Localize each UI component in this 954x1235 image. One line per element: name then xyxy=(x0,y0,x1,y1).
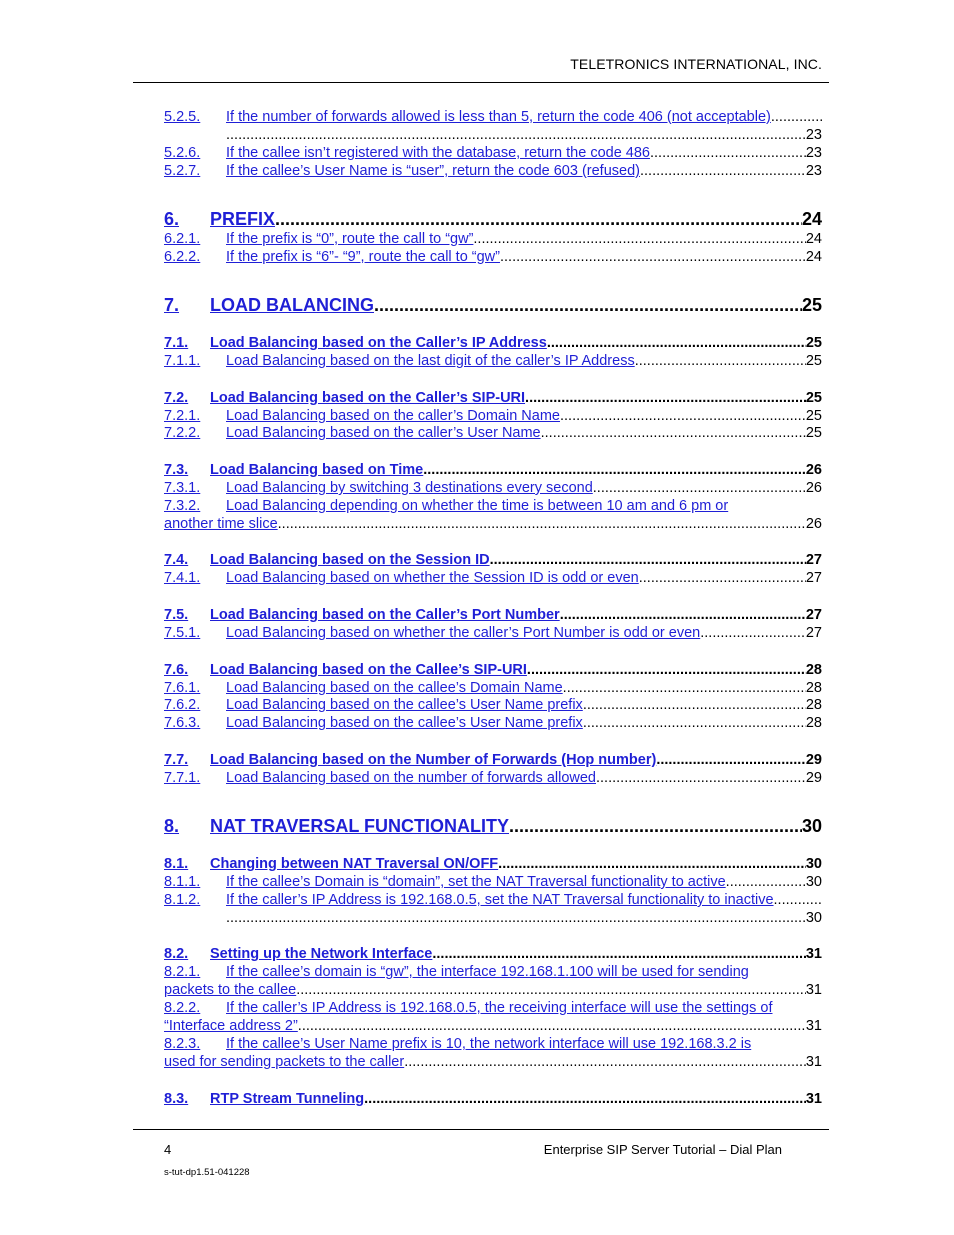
toc-title[interactable]: Load Balancing based on the callee’s User Name prefix xyxy=(226,697,583,713)
toc-title[interactable]: If the caller’s IP Address is 192.168.0.5, set the NAT Traversal functionality to inactive xyxy=(226,892,774,908)
toc-page: 26 xyxy=(805,480,822,496)
toc-entry-8[interactable] xyxy=(164,816,822,837)
toc-page: 25 xyxy=(805,353,822,369)
toc-page: 25 xyxy=(801,295,822,315)
document-id: s-tut-dp1.51-041228 xyxy=(164,1167,250,1178)
toc-number[interactable]: 7.3.2. xyxy=(164,498,201,514)
toc-title[interactable]: PREFIX xyxy=(210,209,276,229)
toc-number[interactable]: 7.2. xyxy=(164,390,189,406)
toc-number[interactable]: 7.5. xyxy=(164,607,189,623)
toc-number[interactable]: 7.3.1. xyxy=(164,480,201,496)
toc-page: 27 xyxy=(805,625,822,641)
toc-title[interactable]: NAT TRAVERSAL FUNCTIONALITY xyxy=(210,816,509,836)
toc-title[interactable]: If the callee’s User Name is “user”, return the code 603 (refused) xyxy=(226,163,640,179)
toc-title[interactable]: Load Balancing based on the number of forwards allowed xyxy=(226,770,596,786)
toc-page: 31 xyxy=(805,946,822,962)
toc-entry-7-7[interactable] xyxy=(164,752,822,768)
toc-title[interactable]: Load Balancing based on the caller’s Domain Name xyxy=(226,408,560,424)
toc-title[interactable]: If the callee’s domain is “gw”, the interface 192.168.1.100 will be used for sending xyxy=(226,964,749,980)
toc-number[interactable]: 8.1. xyxy=(164,856,189,872)
toc-page: 25 xyxy=(805,425,822,441)
toc-page: 30 xyxy=(805,874,822,890)
toc-entry-7-4[interactable] xyxy=(164,552,822,568)
toc-title[interactable]: Load Balancing based on the last digit of the caller’s IP Address xyxy=(226,353,635,369)
toc-number[interactable]: 5.2.5. xyxy=(164,109,201,125)
toc-entry-8-2-3-cont[interactable] xyxy=(164,1054,822,1070)
toc-number[interactable]: 7.6.1. xyxy=(164,680,201,696)
toc-number[interactable]: 8.1.2. xyxy=(164,892,201,908)
toc-page: 28 xyxy=(805,662,822,678)
document-title: Enterprise SIP Server Tutorial – Dial Plan xyxy=(543,1142,782,1157)
toc-title[interactable]: Load Balancing based on the Caller’s IP Address xyxy=(210,335,547,351)
toc-title[interactable]: If the caller’s IP Address is 192.168.0.5, the receiving interface will use the settings of xyxy=(226,1000,773,1016)
toc-entry-8-2[interactable] xyxy=(164,946,822,962)
toc-title[interactable]: If the number of forwards allowed is less than 5, return the code 406 (not acceptable) xyxy=(226,109,771,125)
toc-entry-7-6-3[interactable] xyxy=(164,715,822,731)
toc-page: 28 xyxy=(805,680,822,696)
toc-entry-7-5-1[interactable] xyxy=(164,625,822,641)
toc-title[interactable]: Load Balancing by switching 3 destinations every second xyxy=(226,480,593,496)
toc-page: 29 xyxy=(805,770,822,786)
toc-entry-7-2-2[interactable] xyxy=(164,425,822,441)
toc-page: 31 xyxy=(805,982,822,998)
toc-number[interactable]: 7.6.2. xyxy=(164,697,201,713)
toc-title[interactable]: Load Balancing based on whether the Session ID is odd or even xyxy=(226,570,639,586)
toc-page: 26 xyxy=(805,462,822,478)
toc-title[interactable]: Load Balancing based on the callee’s User Name prefix xyxy=(226,715,583,731)
toc-title[interactable]: Load Balancing based on Time xyxy=(210,462,424,478)
toc-page: 31 xyxy=(805,1054,822,1070)
toc-entry-8-2-2[interactable] xyxy=(164,1000,822,1016)
toc-entry-7-6-1[interactable] xyxy=(164,680,822,696)
toc-title[interactable]: LOAD BALANCING xyxy=(210,295,374,315)
toc-entry-5-2-5[interactable] xyxy=(164,109,822,125)
toc-number[interactable]: 7.5.1. xyxy=(164,625,201,641)
toc-title[interactable]: Load Balancing based on the caller’s User Name xyxy=(226,425,541,441)
toc-number[interactable]: 8.2.2. xyxy=(164,1000,201,1016)
toc-entry-8-3[interactable] xyxy=(164,1091,822,1107)
toc-page: 24 xyxy=(805,249,822,265)
toc-number[interactable]: 5.2.7. xyxy=(164,163,201,179)
toc-page: 23 xyxy=(805,127,822,143)
toc-entry-5-2-6[interactable] xyxy=(164,145,822,161)
toc-number[interactable]: 7.2.1. xyxy=(164,408,201,424)
toc-number[interactable]: 6. xyxy=(164,209,180,229)
toc-entry-7-2-1[interactable] xyxy=(164,408,822,424)
toc-title[interactable]: RTP Stream Tunneling xyxy=(210,1091,365,1107)
toc-number[interactable]: 7.1.1. xyxy=(164,353,201,369)
toc-entry-7-7-1[interactable] xyxy=(164,770,822,786)
toc-page: 26 xyxy=(805,516,822,532)
toc-number[interactable]: 5.2.6. xyxy=(164,145,201,161)
toc-number[interactable]: 8. xyxy=(164,816,180,836)
toc-entry-7-3-2-cont[interactable] xyxy=(164,516,822,532)
toc-entry-5-2-7[interactable] xyxy=(164,163,822,179)
toc-page: 25 xyxy=(805,390,822,406)
toc-entry-7[interactable] xyxy=(164,295,822,316)
toc-entry-7-6-2[interactable] xyxy=(164,697,822,713)
toc-page: 23 xyxy=(805,145,822,161)
toc-number[interactable]: 7.7. xyxy=(164,752,189,768)
toc-number[interactable]: 7.4.1. xyxy=(164,570,201,586)
toc-title-cont[interactable]: packets to the callee xyxy=(164,982,297,998)
toc-title[interactable]: Load Balancing based on the Callee’s SIP-URI xyxy=(210,662,527,678)
toc-entry-6-2-1[interactable] xyxy=(164,231,822,247)
toc-page: 27 xyxy=(805,570,822,586)
toc-entry-8-2-3[interactable] xyxy=(164,1036,822,1052)
toc-title[interactable]: Load Balancing based on the Caller’s SIP-URI xyxy=(210,390,526,406)
toc-title[interactable]: If the callee’s User Name prefix is 10, the network interface will use 192.168.3.2 is xyxy=(226,1036,752,1052)
toc-number[interactable]: 7. xyxy=(164,295,180,315)
toc-page: 24 xyxy=(805,231,822,247)
toc-page: 30 xyxy=(805,856,822,872)
toc-entry-7-4-1[interactable] xyxy=(164,570,822,586)
toc-page: 31 xyxy=(805,1091,822,1107)
toc-number[interactable]: 7.1. xyxy=(164,335,189,351)
toc-title[interactable]: Load Balancing based on the callee’s Domain Name xyxy=(226,680,563,696)
toc-number[interactable]: 7.2.2. xyxy=(164,425,201,441)
toc-title[interactable]: Load Balancing based on the Session ID xyxy=(210,552,490,568)
toc-entry-7-3-1[interactable] xyxy=(164,480,822,496)
toc-number[interactable]: 7.3. xyxy=(164,462,189,478)
toc-entry-7-6[interactable] xyxy=(164,662,822,678)
toc-page: 27 xyxy=(805,552,822,568)
toc-number[interactable]: 7.6.3. xyxy=(164,715,201,731)
toc-title[interactable]: If the prefix is “6”- “9”, route the call to “gw” xyxy=(226,249,500,265)
toc-page: 30 xyxy=(805,910,822,926)
toc-entry-6-2-2[interactable] xyxy=(164,249,822,265)
toc-title[interactable]: Load Balancing based on whether the caller’s Port Number is odd or even xyxy=(226,625,701,641)
toc-title[interactable]: If the callee’s Domain is “domain”, set the NAT Traversal functionality to active xyxy=(226,874,726,890)
toc-entry-7-3[interactable] xyxy=(164,462,822,478)
toc-title[interactable]: Load Balancing depending on whether the time is between 10 am and 6 pm or xyxy=(226,498,729,514)
page-number: 4 xyxy=(164,1142,172,1157)
toc-page: 29 xyxy=(805,752,822,768)
toc-page: 30 xyxy=(801,816,822,836)
toc-page: 27 xyxy=(805,607,822,623)
toc-page: 28 xyxy=(805,697,822,713)
toc-entry-7-5[interactable] xyxy=(164,607,822,623)
toc-title[interactable]: Setting up the Network Interface xyxy=(210,946,433,962)
toc-number[interactable]: 8.2.1. xyxy=(164,964,201,980)
toc-number[interactable]: 6.2.2. xyxy=(164,249,201,265)
toc-number[interactable]: 7.4. xyxy=(164,552,189,568)
header-rule xyxy=(133,82,829,83)
toc-entry-6[interactable] xyxy=(164,209,822,230)
toc-title[interactable]: Changing between NAT Traversal ON/OFF xyxy=(210,856,499,872)
toc-entry-8-1-1[interactable] xyxy=(164,874,822,890)
toc-title-cont[interactable]: another time slice xyxy=(164,516,278,532)
toc-title[interactable]: If the prefix is “0”, route the call to “gw” xyxy=(226,231,474,247)
toc-title-cont[interactable]: used for sending packets to the caller xyxy=(164,1054,405,1070)
toc-title[interactable]: Load Balancing based on the Caller’s Port Number xyxy=(210,607,560,623)
toc-entry-8-1-2-cont xyxy=(164,910,822,926)
toc-entry-8-2-1[interactable] xyxy=(164,964,822,980)
toc-number[interactable]: 7.6. xyxy=(164,662,189,678)
toc-page: 25 xyxy=(805,335,822,351)
toc-title[interactable]: Load Balancing based on the Number of Forwards (Hop number) xyxy=(210,752,657,768)
toc-number[interactable]: 6.2.1. xyxy=(164,231,201,247)
toc-entry-8-2-1-cont[interactable] xyxy=(164,982,822,998)
toc-number[interactable]: 8.2.3. xyxy=(164,1036,201,1052)
toc-page: 28 xyxy=(805,715,822,731)
toc-entry-8-1-2[interactable] xyxy=(164,892,822,908)
company-header: TELETRONICS INTERNATIONAL, INC. xyxy=(570,56,822,72)
toc-entry-8-1[interactable] xyxy=(164,856,822,872)
toc-number[interactable]: 7.7.1. xyxy=(164,770,201,786)
toc-entry-5-2-5-cont xyxy=(164,127,822,143)
toc-page: 25 xyxy=(805,408,822,424)
toc-number[interactable]: 8.2. xyxy=(164,946,189,962)
toc-entry-7-3-2[interactable] xyxy=(164,498,822,514)
toc-page: 31 xyxy=(805,1018,822,1034)
toc-number[interactable]: 8.3. xyxy=(164,1091,189,1107)
toc-entry-8-2-2-cont[interactable] xyxy=(164,1018,822,1034)
toc-title[interactable]: If the callee isn’t registered with the database, return the code 486 xyxy=(226,145,650,161)
toc-number[interactable]: 8.1.1. xyxy=(164,874,201,890)
footer-rule xyxy=(133,1129,829,1130)
toc-entry-7-1-1[interactable] xyxy=(164,353,822,369)
toc-title-cont[interactable]: “Interface address 2” xyxy=(164,1018,298,1034)
toc-entry-7-2[interactable] xyxy=(164,390,822,406)
toc-entry-7-1[interactable] xyxy=(164,335,822,351)
toc-page: 24 xyxy=(801,209,822,229)
toc-page: 23 xyxy=(805,163,822,179)
